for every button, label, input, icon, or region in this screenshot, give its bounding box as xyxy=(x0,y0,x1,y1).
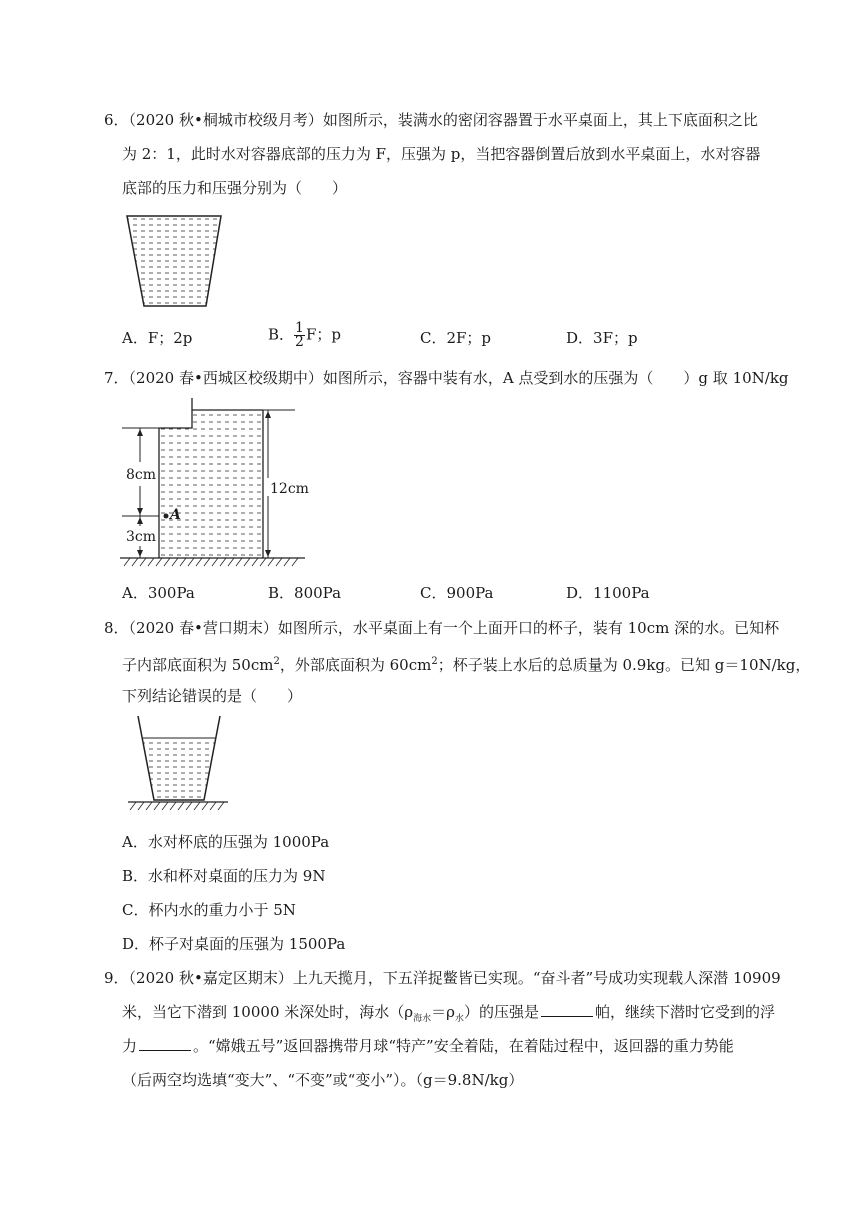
q9-line-4: （后两空均选填“变大”、“不变”或“变小”）。（g＝9.8N/kg） xyxy=(122,1071,524,1089)
q6-option-c[interactable]: C．2F；p xyxy=(420,329,492,347)
q9-line-2: 米，当它下潜到 10000 米深处时，海水$(\rho_{海水}=\rho_水)$的压强是 帕，继续下潜时它受到的浮 xyxy=(122,1003,775,1024)
q8-option-b[interactable]: B．水和杯对桌面的压力为 9N xyxy=(122,867,326,885)
q7-point-a-label: A xyxy=(170,507,181,523)
q6-option-b-prefix: B． xyxy=(268,325,295,344)
q8-option-d[interactable]: D．杯子对桌面的压强为 1500Pa xyxy=(122,935,346,953)
q7-line-1: 7．（2020 春•西城区校级期中）如图所示，容器中装有水，A 点受到水的压强为（ ）g 取 10N/kg xyxy=(104,369,789,387)
q6-line-1: 6．（2020 秋•桐城市校级月考）如图所示，装满水的密闭容器置于水平桌面上，其上下底面积之比 xyxy=(104,111,758,129)
q6-line-3: 底部的压力和压强分别为（ ） xyxy=(122,179,348,197)
q8-line-1: 8．（2020 春•营口期末）如图所示，水平桌面上有一个上面开口的杯子，装有 10cm 深的水。已知杯 xyxy=(104,619,780,637)
q8-cup-figure xyxy=(124,716,234,816)
q6-option-b-fraction: $\frac{1}{2}$ xyxy=(295,320,304,350)
q7-label-8cm: 8cm xyxy=(126,467,157,483)
q7-option-b[interactable]: B．800Pa xyxy=(268,584,342,602)
q7-option-a[interactable]: A．300Pa xyxy=(122,584,195,602)
q6-option-b-suffix: F；p xyxy=(305,325,341,344)
q6-option-d[interactable]: D．3F；p xyxy=(566,329,638,347)
q6-option-a[interactable]: A．F；2p xyxy=(122,329,193,347)
q8-line-2: 子内部底面积为 $50cm^2$，外部底面积为 $60cm^2$；杯子装上水后的总质量为 0.9kg。已知 g＝10N/kg， xyxy=(122,656,811,674)
q7-label-3cm: 3cm xyxy=(126,529,157,545)
q9-blank-1[interactable] xyxy=(541,1002,593,1017)
q9-line-1: 9．（2020 秋•嘉定区期末）上九天揽月，下五洋捉鳖皆已实现。“奋斗者”号成功实现载人深潜 10909 xyxy=(104,969,781,987)
q8-option-c[interactable]: C．杯内水的重力小于 5N xyxy=(122,901,296,919)
q6-line-2: 为 2：1，此时水对容器底部的压力为 F，压强为 p，当把容器倒置后放到水平桌面上，水对容器 xyxy=(122,145,761,163)
q7-option-c[interactable]: C．900Pa xyxy=(420,584,494,602)
q7-label-12cm: 12cm xyxy=(270,481,309,497)
q9-blank-2[interactable] xyxy=(139,1036,191,1051)
q7-option-d[interactable]: D．1100Pa xyxy=(566,584,650,602)
q8-option-a[interactable]: A．水对杯底的压强为 1000Pa xyxy=(122,833,330,851)
q6-option-b[interactable] xyxy=(268,322,341,349)
q9-line-3: 力 。“嫦娥五号”返回器携带月球“特产”安全着陆，在着陆过程中，返回器的重力势能 xyxy=(122,1037,734,1055)
q6-container-figure xyxy=(124,210,234,310)
q8-line-3: 下列结论错误的是（ ） xyxy=(122,687,303,705)
